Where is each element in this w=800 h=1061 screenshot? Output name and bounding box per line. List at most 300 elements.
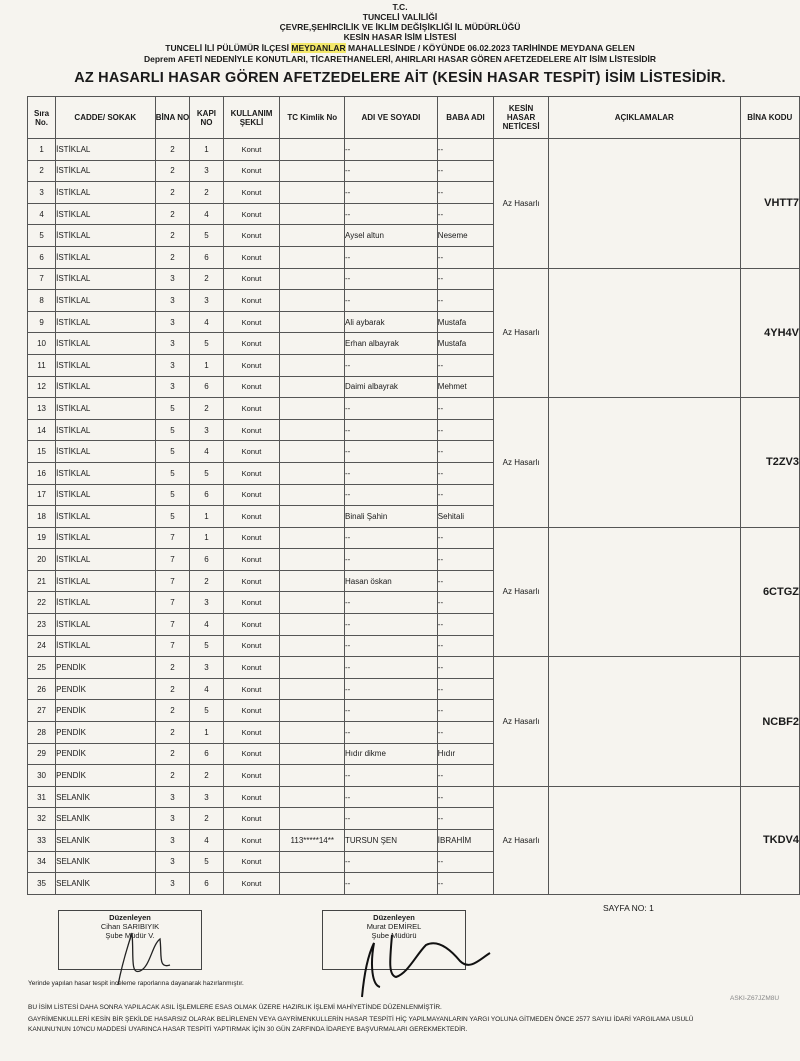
tc-id	[280, 592, 345, 614]
father-name: --	[437, 419, 493, 441]
remarks	[548, 657, 740, 787]
usage-type: Konut	[223, 139, 280, 161]
building-no: 2	[155, 203, 190, 225]
row-number: 28	[28, 722, 56, 744]
usage-type: Konut	[223, 398, 280, 420]
full-name: --	[345, 808, 438, 830]
father-name: --	[437, 786, 493, 808]
building-no: 7	[155, 549, 190, 571]
building-no: 2	[155, 160, 190, 182]
tc-id	[280, 786, 345, 808]
usage-type: Konut	[223, 786, 280, 808]
building-no: 7	[155, 570, 190, 592]
signer-role: Şube Müdür V.	[105, 931, 155, 940]
door-no: 6	[190, 484, 223, 506]
door-no: 2	[190, 268, 223, 290]
onsite-note: Yerinde yapılan hasar tespit inceleme raporlarına dayanarak hazırlanmıştır.	[28, 980, 244, 987]
building-code: NCBF2	[740, 657, 799, 787]
tc-id	[280, 743, 345, 765]
tc-id	[280, 506, 345, 528]
street: İSTİKLAL	[56, 311, 155, 333]
building-no: 3	[155, 376, 190, 398]
full-name: --	[345, 398, 438, 420]
building-no: 2	[155, 678, 190, 700]
building-no: 2	[155, 139, 190, 161]
usage-type: Konut	[223, 527, 280, 549]
tc-id	[280, 376, 345, 398]
father-name: --	[437, 268, 493, 290]
father-name: Hıdır	[437, 743, 493, 765]
usage-type: Konut	[223, 419, 280, 441]
father-name: --	[437, 765, 493, 787]
full-name: --	[345, 700, 438, 722]
tc-id	[280, 398, 345, 420]
tc-id	[280, 635, 345, 657]
row-number: 2	[28, 160, 56, 182]
damage-result: Az Hasarlı	[494, 527, 549, 657]
door-no: 3	[190, 160, 223, 182]
father-name: --	[437, 203, 493, 225]
usage-type: Konut	[223, 484, 280, 506]
tc-id	[280, 614, 345, 636]
street: İSTİKLAL	[56, 203, 155, 225]
row-number: 22	[28, 592, 56, 614]
full-name: --	[345, 851, 438, 873]
row-number: 4	[28, 203, 56, 225]
street: İSTİKLAL	[56, 441, 155, 463]
street: PENDİK	[56, 722, 155, 744]
street: İSTİKLAL	[56, 268, 155, 290]
street: SELANİK	[56, 808, 155, 830]
door-no: 4	[190, 614, 223, 636]
street: İSTİKLAL	[56, 462, 155, 484]
full-name: --	[345, 527, 438, 549]
street: İSTİKLAL	[56, 139, 155, 161]
street: PENDİK	[56, 678, 155, 700]
door-no: 2	[190, 765, 223, 787]
signer-label: Düzenleyen	[109, 913, 151, 922]
full-name: --	[345, 722, 438, 744]
row-number: 35	[28, 873, 56, 895]
row-number: 13	[28, 398, 56, 420]
header-disaster: Deprem AFETİ NEDENİYLE KONUTLARI, TİCARETHANELERİ, AHIRLARI HASAR GÖREN AFETZEDELERE AİT İSİM LİSTESİDİR	[143, 54, 657, 64]
full-name: Ali aybarak	[345, 311, 438, 333]
row-number: 24	[28, 635, 56, 657]
notice-line-3: KANUNU'NUN 10'NCU MADDESİ UYARINCA HASAR TESPİTİ YAPTIRMAK İÇİN 30 GÜN ZARFINDA İDAREYE BAŞVURMALARI GEREKMEKTEDİR.	[28, 1026, 468, 1033]
full-name: --	[345, 203, 438, 225]
full-name: --	[345, 419, 438, 441]
remarks	[548, 139, 740, 269]
door-no: 4	[190, 830, 223, 852]
highlighted-neighborhood: MEYDANLAR	[291, 43, 346, 53]
building-no: 5	[155, 462, 190, 484]
street: İSTİKLAL	[56, 527, 155, 549]
table-row	[28, 657, 800, 679]
row-number: 15	[28, 441, 56, 463]
street: PENDİK	[56, 657, 155, 679]
building-no: 3	[155, 333, 190, 355]
signer-role: Şube Müdürü	[371, 931, 417, 940]
row-number: 6	[28, 246, 56, 268]
signer-name: Cihan SARIBIYIK	[100, 922, 160, 931]
row-number: 21	[28, 570, 56, 592]
tc-id	[280, 570, 345, 592]
building-no: 2	[155, 246, 190, 268]
usage-type: Konut	[223, 722, 280, 744]
street: İSTİKLAL	[56, 549, 155, 571]
usage-type: Konut	[223, 873, 280, 895]
row-number: 7	[28, 268, 56, 290]
father-name: --	[437, 700, 493, 722]
row-number: 19	[28, 527, 56, 549]
usage-type: Konut	[223, 657, 280, 679]
col-header: AÇIKLAMALAR	[548, 97, 740, 139]
father-name: --	[437, 657, 493, 679]
street: SELANİK	[56, 786, 155, 808]
full-name: Aysel altun	[345, 225, 438, 247]
row-number: 10	[28, 333, 56, 355]
building-code: 6CTGZ	[740, 527, 799, 657]
street: İSTİKLAL	[56, 635, 155, 657]
table-row	[28, 139, 800, 161]
usage-type: Konut	[223, 614, 280, 636]
row-number: 32	[28, 808, 56, 830]
street: İSTİKLAL	[56, 592, 155, 614]
full-name: --	[345, 441, 438, 463]
remarks	[548, 527, 740, 657]
usage-type: Konut	[223, 592, 280, 614]
full-name: Erhan albayrak	[345, 333, 438, 355]
full-name: --	[345, 354, 438, 376]
door-no: 3	[190, 419, 223, 441]
full-name: --	[345, 160, 438, 182]
header-location: TUNCELİ İLİ PÜLÜMÜR İLÇESİ MEYDANLAR MAHALLESİNDE / KÖYÜNDE 06.02.2023 TARİHİNDE MEYDANA GELEN	[165, 43, 635, 53]
door-no: 4	[190, 311, 223, 333]
header-governorship: TUNCELİ VALİLİĞİ	[362, 12, 438, 22]
usage-type: Konut	[223, 182, 280, 204]
father-name: --	[437, 398, 493, 420]
door-no: 1	[190, 506, 223, 528]
door-no: 5	[190, 333, 223, 355]
tc-id	[280, 419, 345, 441]
building-no: 3	[155, 290, 190, 312]
damage-result: Az Hasarlı	[494, 657, 549, 787]
father-name: --	[437, 635, 493, 657]
usage-type: Konut	[223, 700, 280, 722]
row-number: 29	[28, 743, 56, 765]
row-number: 16	[28, 462, 56, 484]
col-header: BİNA NO	[155, 97, 190, 139]
col-header: Sıra No.	[28, 97, 56, 139]
full-name: --	[345, 268, 438, 290]
street: İSTİKLAL	[56, 160, 155, 182]
building-no: 3	[155, 808, 190, 830]
row-number: 23	[28, 614, 56, 636]
father-name: --	[437, 354, 493, 376]
street: SELANİK	[56, 851, 155, 873]
full-name: --	[345, 484, 438, 506]
father-name: Mustafa	[437, 311, 493, 333]
father-name: --	[437, 160, 493, 182]
tc-id	[280, 311, 345, 333]
door-no: 6	[190, 376, 223, 398]
door-no: 1	[190, 139, 223, 161]
notice-line-2: GAYRİMENKULLERİ KESİN BİR ŞEKİLDE HASARSIZ OLARAK BELİRLENEN VEYA GAYRİMENKULLERİN HASAR TESPİTİ HİÇ YAPILMAYANLARIN YARGI YOLUNA GİTMEDEN ÖNCE 2577 SAYILI İDARİ YARGILAMA USULÜ	[28, 1016, 694, 1023]
header-row	[28, 97, 800, 139]
tc-id	[280, 765, 345, 787]
full-name: Binali Şahin	[345, 506, 438, 528]
building-no: 5	[155, 398, 190, 420]
tc-id	[280, 484, 345, 506]
building-no: 2	[155, 700, 190, 722]
damage-result: Az Hasarlı	[494, 786, 549, 894]
usage-type: Konut	[223, 311, 280, 333]
usage-type: Konut	[223, 376, 280, 398]
father-name: İBRAHİM	[437, 830, 493, 852]
door-no: 6	[190, 246, 223, 268]
door-no: 5	[190, 851, 223, 873]
street: İSTİKLAL	[56, 182, 155, 204]
father-name: --	[437, 527, 493, 549]
father-name: --	[437, 592, 493, 614]
page-number: SAYFA NO: 1	[603, 903, 654, 913]
tc-id	[280, 333, 345, 355]
door-no: 1	[190, 354, 223, 376]
building-no: 3	[155, 830, 190, 852]
father-name: --	[437, 722, 493, 744]
door-no: 3	[190, 290, 223, 312]
father-name: --	[437, 139, 493, 161]
usage-type: Konut	[223, 570, 280, 592]
row-number: 31	[28, 786, 56, 808]
building-no: 2	[155, 657, 190, 679]
door-no: 5	[190, 700, 223, 722]
full-name: --	[345, 246, 438, 268]
damage-result: Az Hasarlı	[494, 139, 549, 269]
remarks	[548, 786, 740, 894]
door-no: 4	[190, 203, 223, 225]
street: PENDİK	[56, 765, 155, 787]
tc-id	[280, 354, 345, 376]
building-no: 7	[155, 614, 190, 636]
usage-type: Konut	[223, 462, 280, 484]
col-header: ADI VE SOYADI	[345, 97, 438, 139]
door-no: 6	[190, 549, 223, 571]
building-no: 7	[155, 635, 190, 657]
usage-type: Konut	[223, 830, 280, 852]
usage-type: Konut	[223, 549, 280, 571]
building-no: 5	[155, 441, 190, 463]
street: İSTİKLAL	[56, 354, 155, 376]
tc-id	[280, 678, 345, 700]
building-no: 7	[155, 592, 190, 614]
father-name: Mustafa	[437, 333, 493, 355]
full-name: --	[345, 765, 438, 787]
door-no: 2	[190, 808, 223, 830]
tc-id	[280, 160, 345, 182]
row-number: 20	[28, 549, 56, 571]
door-no: 5	[190, 225, 223, 247]
damage-list-table	[27, 96, 800, 895]
door-no: 5	[190, 635, 223, 657]
door-no: 4	[190, 441, 223, 463]
full-name: --	[345, 182, 438, 204]
signer-label: Düzenleyen	[373, 913, 415, 922]
row-number: 9	[28, 311, 56, 333]
tc-id	[280, 225, 345, 247]
full-name: --	[345, 462, 438, 484]
street: İSTİKLAL	[56, 333, 155, 355]
building-no: 2	[155, 182, 190, 204]
row-number: 34	[28, 851, 56, 873]
usage-type: Konut	[223, 743, 280, 765]
door-no: 1	[190, 722, 223, 744]
father-name: --	[437, 182, 493, 204]
door-no: 5	[190, 462, 223, 484]
door-no: 6	[190, 873, 223, 895]
table-row	[28, 398, 800, 420]
father-name: Mehmet	[437, 376, 493, 398]
row-number: 11	[28, 354, 56, 376]
street: PENDİK	[56, 743, 155, 765]
row-number: 27	[28, 700, 56, 722]
door-no: 4	[190, 678, 223, 700]
street: İSTİKLAL	[56, 484, 155, 506]
building-code: 4YH4V	[740, 268, 799, 398]
street: PENDİK	[56, 700, 155, 722]
door-no: 2	[190, 570, 223, 592]
door-no: 6	[190, 743, 223, 765]
usage-type: Konut	[223, 225, 280, 247]
tc-id	[280, 873, 345, 895]
street: İSTİKLAL	[56, 398, 155, 420]
building-no: 5	[155, 484, 190, 506]
usage-type: Konut	[223, 635, 280, 657]
full-name: Hasan öskan	[345, 570, 438, 592]
full-name: --	[345, 290, 438, 312]
building-no: 7	[155, 527, 190, 549]
row-number: 17	[28, 484, 56, 506]
tc-id	[280, 527, 345, 549]
remarks	[548, 268, 740, 398]
building-no: 3	[155, 873, 190, 895]
usage-type: Konut	[223, 765, 280, 787]
building-no: 3	[155, 786, 190, 808]
tc-id	[280, 441, 345, 463]
header-directorate: ÇEVRE,ŞEHİRCİLİK VE İKLİM DEĞİŞİKLİĞİ İL MÜDÜRLÜĞÜ	[279, 22, 521, 32]
father-name: --	[437, 549, 493, 571]
father-name: --	[437, 290, 493, 312]
building-no: 3	[155, 268, 190, 290]
building-no: 3	[155, 354, 190, 376]
tc-id	[280, 462, 345, 484]
father-name: --	[437, 873, 493, 895]
damage-result: Az Hasarlı	[494, 268, 549, 398]
tc-id	[280, 700, 345, 722]
row-number: 1	[28, 139, 56, 161]
page-title: AZ HASARLI HASAR GÖREN AFETZEDELERE AİT (KESİN HASAR TESPİT) İSİM LİSTESİDİR.	[74, 70, 726, 86]
door-no: 2	[190, 398, 223, 420]
usage-type: Konut	[223, 246, 280, 268]
table-row	[28, 268, 800, 290]
door-no: 3	[190, 657, 223, 679]
document-code: ASKI-Z67JZM8U	[730, 995, 780, 1002]
tc-id	[280, 851, 345, 873]
full-name: --	[345, 678, 438, 700]
notice-line-1: BU İSİM LİSTESİ DAHA SONRA YAPILACAK ASIL İŞLEMLERE ESAS OLMAK ÜZERE HAZIRLIK İŞLEMİ MAHİYETİNDE DÜZENLENMİŞTİR.	[28, 1004, 442, 1011]
tc-id	[280, 268, 345, 290]
row-number: 8	[28, 290, 56, 312]
building-no: 3	[155, 311, 190, 333]
usage-type: Konut	[223, 203, 280, 225]
tc-id	[280, 182, 345, 204]
father-name: --	[437, 678, 493, 700]
col-header: KESİN HASAR NETİCESİ	[494, 97, 549, 139]
father-name: --	[437, 570, 493, 592]
building-no: 2	[155, 765, 190, 787]
building-no: 2	[155, 722, 190, 744]
building-no: 2	[155, 743, 190, 765]
row-number: 26	[28, 678, 56, 700]
usage-type: Konut	[223, 290, 280, 312]
row-number: 14	[28, 419, 56, 441]
full-name: Daimi albayrak	[345, 376, 438, 398]
father-name: --	[437, 808, 493, 830]
col-header: CADDE/ SOKAK	[56, 97, 155, 139]
signature-2	[330, 915, 530, 1005]
row-number: 25	[28, 657, 56, 679]
usage-type: Konut	[223, 160, 280, 182]
father-name: --	[437, 246, 493, 268]
tc-id	[280, 139, 345, 161]
row-number: 12	[28, 376, 56, 398]
building-code: VHTT7	[740, 139, 799, 269]
door-no: 1	[190, 527, 223, 549]
building-code: T2ZV3	[740, 398, 799, 528]
usage-type: Konut	[223, 333, 280, 355]
col-header: BİNA KODU	[740, 97, 799, 139]
row-number: 5	[28, 225, 56, 247]
father-name: --	[437, 851, 493, 873]
row-number: 18	[28, 506, 56, 528]
street: SELANİK	[56, 873, 155, 895]
tc-id	[280, 203, 345, 225]
father-name: --	[437, 462, 493, 484]
tc-id	[280, 549, 345, 571]
signer-name: Murat DEMİREL	[366, 922, 422, 931]
full-name: --	[345, 614, 438, 636]
usage-type: Konut	[223, 808, 280, 830]
remarks	[548, 398, 740, 528]
full-name: --	[345, 549, 438, 571]
street: İSTİKLAL	[56, 376, 155, 398]
usage-type: Konut	[223, 506, 280, 528]
full-name: --	[345, 873, 438, 895]
col-header: TC Kimlik No	[280, 97, 345, 139]
door-no: 2	[190, 182, 223, 204]
street: İSTİKLAL	[56, 506, 155, 528]
tc-id	[280, 246, 345, 268]
door-no: 3	[190, 592, 223, 614]
street: İSTİKLAL	[56, 614, 155, 636]
full-name: Hıdır dikme	[345, 743, 438, 765]
street: SELANİK	[56, 830, 155, 852]
tc-id	[280, 657, 345, 679]
full-name: --	[345, 635, 438, 657]
usage-type: Konut	[223, 851, 280, 873]
table-row	[28, 786, 800, 808]
building-no: 3	[155, 851, 190, 873]
